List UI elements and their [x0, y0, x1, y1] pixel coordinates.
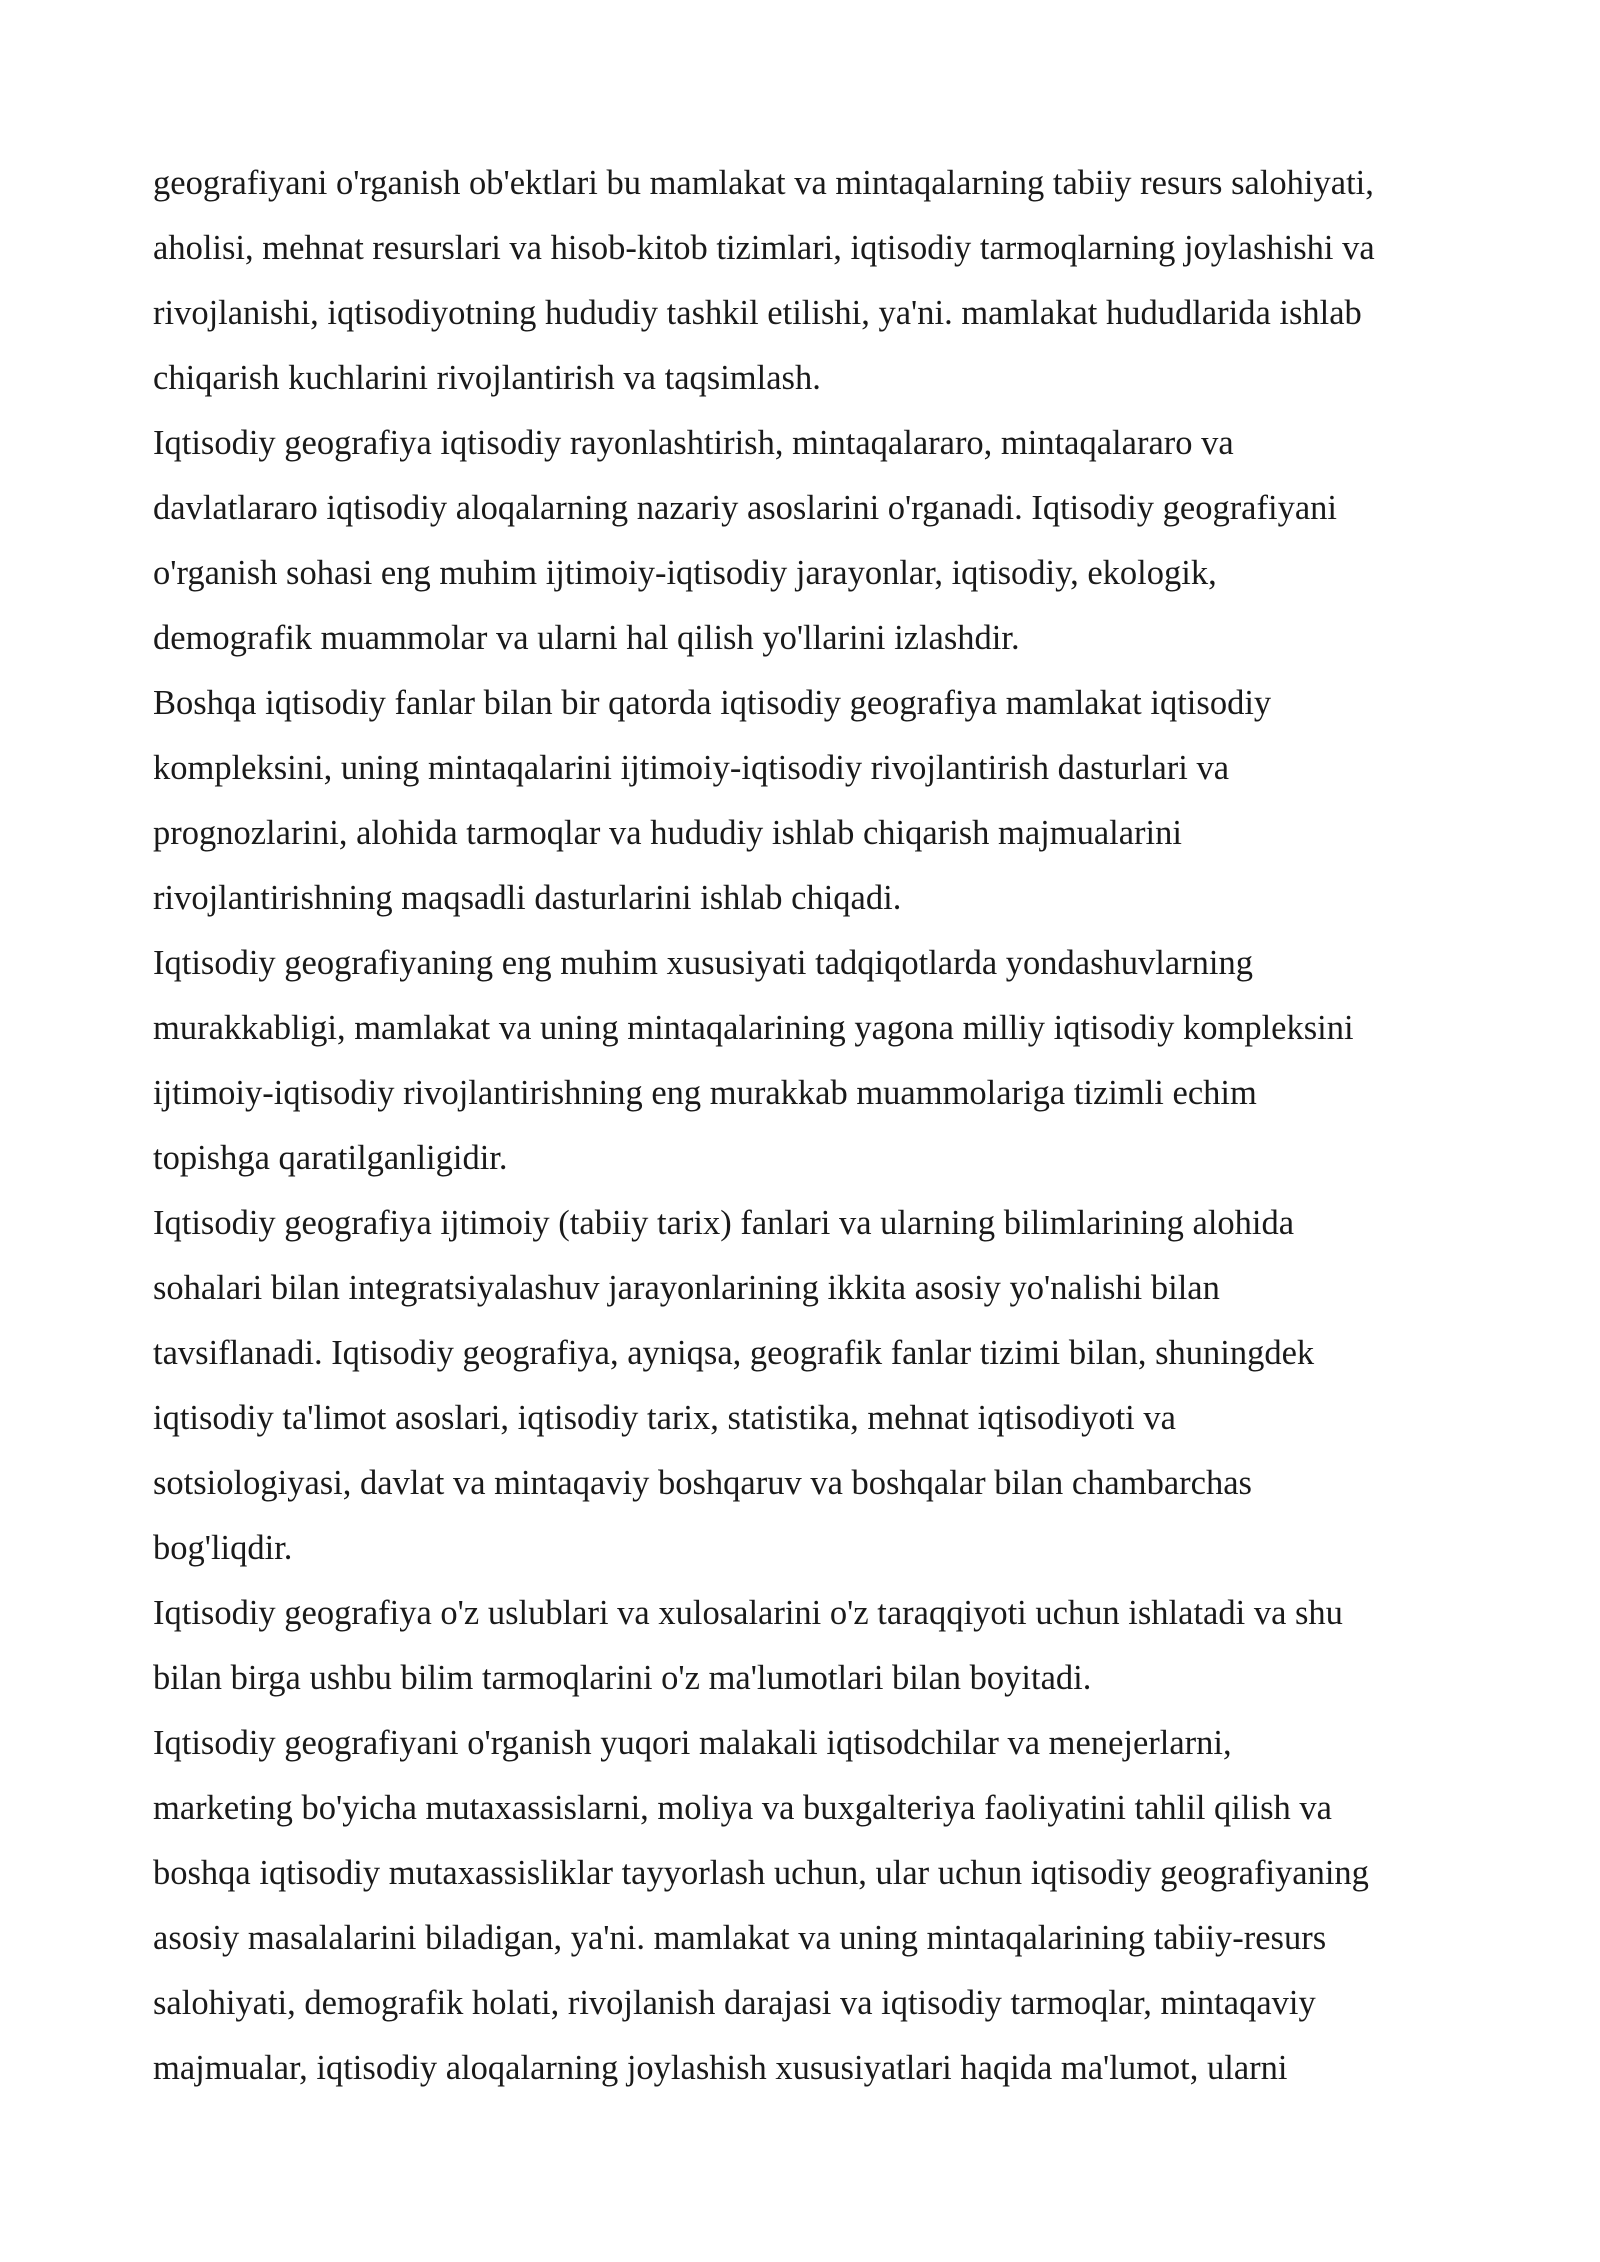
text-line: bilan birga ushbu bilim tarmoqlarini o'z ma'lumotlari bilan boyitadi.	[153, 1659, 1092, 1697]
text-line: sotsiologiyasi, davlat va mintaqaviy boshqaruv va boshqalar bilan chambarchas	[153, 1464, 1252, 1502]
paragraph	[153, 151, 1493, 411]
text-line: asosiy masalalarini biladigan, ya'ni. mamlakat va uning mintaqalarining tabiiy-resurs	[153, 1919, 1327, 1957]
text-line: demografik muammolar va ularni hal qilish yo'llarini izlashdir.	[153, 619, 1020, 657]
text-line: Iqtisodiy geografiya o'z uslublari va xulosalarini o'z taraqqiyoti uchun ishlatadi va shu	[153, 1594, 1343, 1632]
text-line: Iqtisodiy geografiyaning eng muhim xususiyati tadqiqotlarda yondashuvlarning	[153, 944, 1253, 982]
paragraph	[153, 671, 1493, 931]
text-line: majmualar, iqtisodiy aloqalarning joylashish xususiyatlari haqida ma'lumot, ularni	[153, 2049, 1288, 2087]
text-line: Iqtisodiy geografiya ijtimoiy (tabiiy tarix) fanlari va ularning bilimlarining alohida	[153, 1204, 1295, 1242]
text-line: marketing bo'yicha mutaxassislarni, moliya va buxgalteriya faoliyatini tahlil qilish va	[153, 1789, 1332, 1827]
paragraph	[153, 1711, 1493, 2101]
text-line: salohiyati, demografik holati, rivojlanish darajasi va iqtisodiy tarmoqlar, mintaqaviy	[153, 1984, 1316, 2022]
text-line: Iqtisodiy geografiya iqtisodiy rayonlashtirish, mintaqalararo, mintaqalararo va	[153, 424, 1234, 462]
paragraph	[153, 931, 1493, 1191]
text-line: chiqarish kuchlarini rivojlantirish va taqsimlash.	[153, 359, 821, 397]
text-line: aholisi, mehnat resurslari va hisob-kitob tizimlari, iqtisodiy tarmoqlarning joylashishi va	[153, 229, 1375, 267]
paragraph	[153, 411, 1493, 671]
text-line: Boshqa iqtisodiy fanlar bilan bir qatorda iqtisodiy geografiya mamlakat iqtisodiy	[153, 684, 1272, 722]
text-line: rivojlanishi, iqtisodiyotning hududiy tashkil etilishi, ya'ni. mamlakat hududlarida ishlab	[153, 294, 1362, 332]
text-line: sohalari bilan integratsiyalashuv jarayonlarining ikkita asosiy yo'nalishi bilan	[153, 1269, 1220, 1307]
text-line: davlatlararo iqtisodiy aloqalarning nazariy asoslarini o'rganadi. Iqtisodiy geografiyani	[153, 489, 1337, 527]
text-line: murakkabligi, mamlakat va uning mintaqalarining yagona milliy iqtisodiy kompleksini	[153, 1009, 1354, 1047]
text-line: Iqtisodiy geografiyani o'rganish yuqori malakali iqtisodchilar va menejerlarni,	[153, 1724, 1232, 1762]
text-line: boshqa iqtisodiy mutaxassisliklar tayyorlash uchun, ular uchun iqtisodiy geografiyaning	[153, 1854, 1369, 1892]
document-body	[153, 151, 1493, 2101]
text-line: topishga qaratilganligidir.	[153, 1139, 508, 1177]
paragraph	[153, 1581, 1493, 1711]
text-line: bog'liqdir.	[153, 1529, 293, 1567]
text-line: tavsiflanadi. Iqtisodiy geografiya, ayniqsa, geografik fanlar tizimi bilan, shuningdek	[153, 1334, 1315, 1372]
text-line: geografiyani o'rganish ob'ektlari bu mamlakat va mintaqalarning tabiiy resurs salohiyati,	[153, 164, 1374, 202]
text-line: kompleksini, uning mintaqalarini ijtimoiy-iqtisodiy rivojlantirish dasturlari va	[153, 749, 1230, 787]
text-line: prognozlarini, alohida tarmoqlar va hududiy ishlab chiqarish majmualarini	[153, 814, 1182, 852]
text-line: iqtisodiy ta'limot asoslari, iqtisodiy tarix, statistika, mehnat iqtisodiyoti va	[153, 1399, 1176, 1437]
paragraph	[153, 1191, 1493, 1581]
text-line: o'rganish sohasi eng muhim ijtimoiy-iqtisodiy jarayonlar, iqtisodiy, ekologik,	[153, 554, 1217, 592]
text-line: rivojlantirishning maqsadli dasturlarini ishlab chiqadi.	[153, 879, 902, 917]
text-line: ijtimoiy-iqtisodiy rivojlantirishning eng murakkab muammolariga tizimli echim	[153, 1074, 1257, 1112]
